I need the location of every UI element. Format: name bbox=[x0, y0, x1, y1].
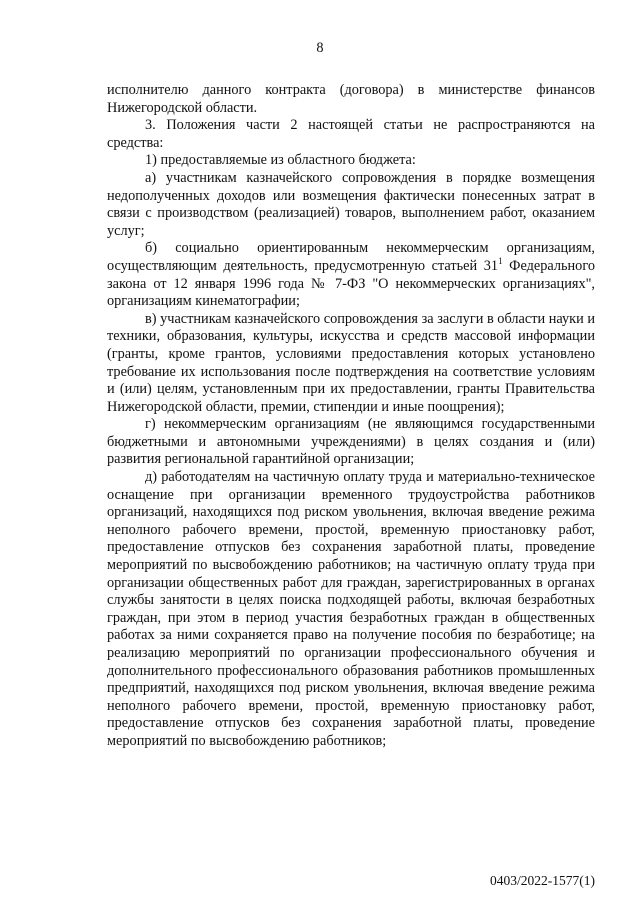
paragraph-subitem-g: г) некоммерческим организациям (не являющимся государственными бюджетными и автономными учреждениями) в целях создания и (или) развития региональной гарантийной организации; bbox=[107, 416, 595, 468]
paragraph-subitem-v: в) участникам казначейского сопровождения за заслуги в области науки и техники, образования, культуры, искусства и средств массовой информации (гранты, кроме грантов, условиями предоставления которых установлено требование их использования после подтверждения на соответствие условиям и (или) целям, установленным при их предоставлении, гранты Правительства Нижегородской области, премии, стипендии и иные поощрения); bbox=[107, 310, 595, 415]
document-body bbox=[107, 82, 595, 751]
paragraph-subitem-a: а) участникам казначейского сопровождения в порядке возмещения недополученных доходов или возмещения фактически понесенных затрат в связи с производством (реализацией) товаров, выполнением работ, оказанием услуг; bbox=[107, 169, 595, 239]
paragraph-part-3: 3. Положения части 2 настоящей статьи не распространяются на средства: bbox=[107, 117, 595, 151]
subitem-b-tail: Федерального закона от 12 января 1996 года № 7-ФЗ "О некоммерческих организациях", организациям кинематографии; bbox=[107, 257, 595, 310]
paragraph-item-1: 1) предоставляемые из областного бюджета: bbox=[145, 152, 416, 169]
subitem-b-text: б) социально ориентированным некоммерческим организациям, осуществляющим деятельность, предусмотренную статьей 31 bbox=[107, 240, 595, 274]
page-number: 8 bbox=[316, 40, 324, 56]
document-code: 0403/2022-1577(1) bbox=[490, 873, 595, 888]
article-superscript: 1 bbox=[498, 256, 503, 267]
paragraph-subitem-b bbox=[107, 240, 595, 310]
paragraph-subitem-d: д) работодателям на частичную оплату труда и материально-техническое оснащение при организации временного трудоустройства работников организаций, находящихся под риском увольнения, включая введение режима неполного рабочего времени, простой, временную приостановку работ, предоставление отпусков без сохранения заработной платы, проведение мероприятий по высвобождению работников; на частичную оплату труда при организации общественных работ для граждан, зарегистрированных в органах службы занятости в целях поиска подходящей работы, включая безработных граждан, при этом в период участия безработных граждан в общественных работах за ними сохраняется право на получение пособия по безработице; на реализацию мероприятий по организации профессионального обучения и дополнительного профессионального образования работников промышленных предприятий, находящихся под риском увольнения, включая введение режима неполного рабочего времени, простой, временную приостановку работ, предоставление отпусков без сохранения заработной платы, проведение мероприятий по высвобождению работников; bbox=[107, 469, 595, 749]
paragraph-continuation: исполнителю данного контракта (договора) в министерстве финансов Нижегородской области. bbox=[107, 82, 595, 116]
